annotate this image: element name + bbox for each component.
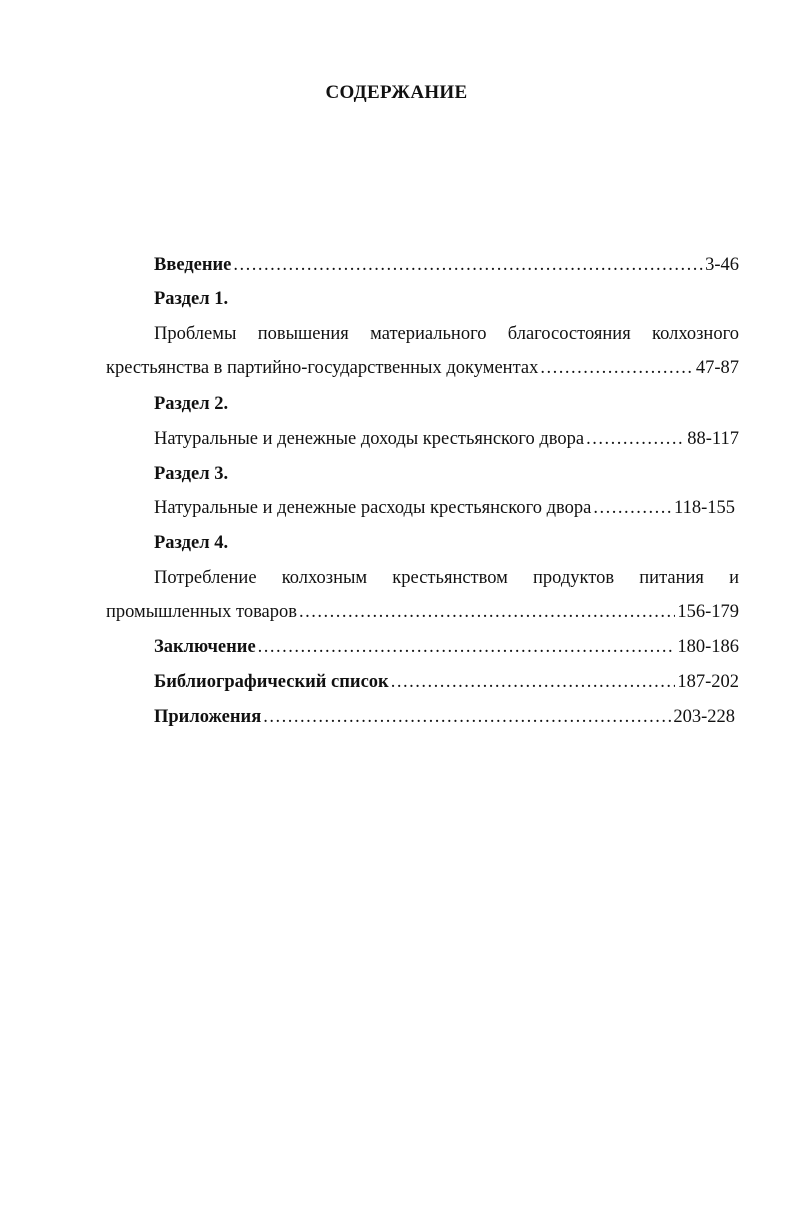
toc-entry-conclusion: [154, 634, 739, 660]
toc-entry-section3: [154, 495, 735, 521]
section-heading-1: Раздел 1.: [154, 289, 229, 309]
toc-label: промышленных товаров: [106, 602, 298, 622]
leader-dots: [233, 252, 703, 278]
toc-entry-introduction: [154, 252, 739, 278]
word: и: [729, 568, 739, 588]
word: продуктов: [533, 568, 615, 588]
toc-entry-section1-line1: [154, 321, 739, 347]
word: питания: [639, 568, 704, 588]
word: Проблемы: [154, 324, 237, 344]
toc-pages: 187-202: [677, 672, 739, 692]
toc-pages: 180-186: [677, 637, 739, 657]
word: колхозным: [281, 568, 368, 588]
page-title: СОДЕРЖАНИЕ: [325, 82, 468, 103]
leader-dots: [593, 495, 672, 521]
word: Потребление: [154, 568, 257, 588]
section-heading-2: Раздел 2.: [154, 394, 229, 414]
toc-entry-section2: [154, 426, 739, 452]
toc-label: Приложения: [154, 707, 262, 727]
toc-pages: 203-228: [673, 707, 735, 727]
toc-pages: 47-87: [695, 358, 739, 378]
leader-dots: [391, 669, 676, 695]
word: колхозного: [652, 324, 739, 344]
toc-entry-bibliography: [154, 669, 739, 695]
toc-label: Заключение: [154, 637, 256, 657]
toc-pages: 88-117: [687, 429, 739, 449]
toc-label: крестьянства в партийно-государственных документах: [106, 358, 539, 378]
word: повышения: [257, 324, 349, 344]
word: крестьянством: [392, 568, 508, 588]
toc-pages: 118-155: [674, 498, 735, 518]
leader-dots: [263, 704, 671, 730]
leader-dots: [540, 355, 693, 381]
leader-dots: [258, 634, 676, 660]
word: благосостояния: [507, 324, 631, 344]
leader-dots: [299, 599, 675, 625]
toc-pages: 3-46: [705, 255, 739, 275]
toc-label: Введение: [154, 255, 232, 275]
word: материального: [370, 324, 487, 344]
toc-label: Библиографический список: [154, 672, 389, 692]
toc-label: Натуральные и денежные расходы крестьянского двора: [154, 498, 592, 518]
toc-entry-section1-line2: [106, 355, 739, 381]
toc-label: Натуральные и денежные доходы крестьянского двора: [154, 429, 585, 449]
toc-entry-appendices: [154, 704, 735, 730]
toc-entry-section4-line1: [154, 565, 739, 591]
toc-entry-section4-line2: [106, 599, 739, 625]
leader-dots: [586, 426, 685, 452]
toc-pages: 156-179: [677, 602, 739, 622]
section-heading-4: Раздел 4.: [154, 533, 229, 553]
section-heading-3: Раздел 3.: [154, 464, 229, 484]
